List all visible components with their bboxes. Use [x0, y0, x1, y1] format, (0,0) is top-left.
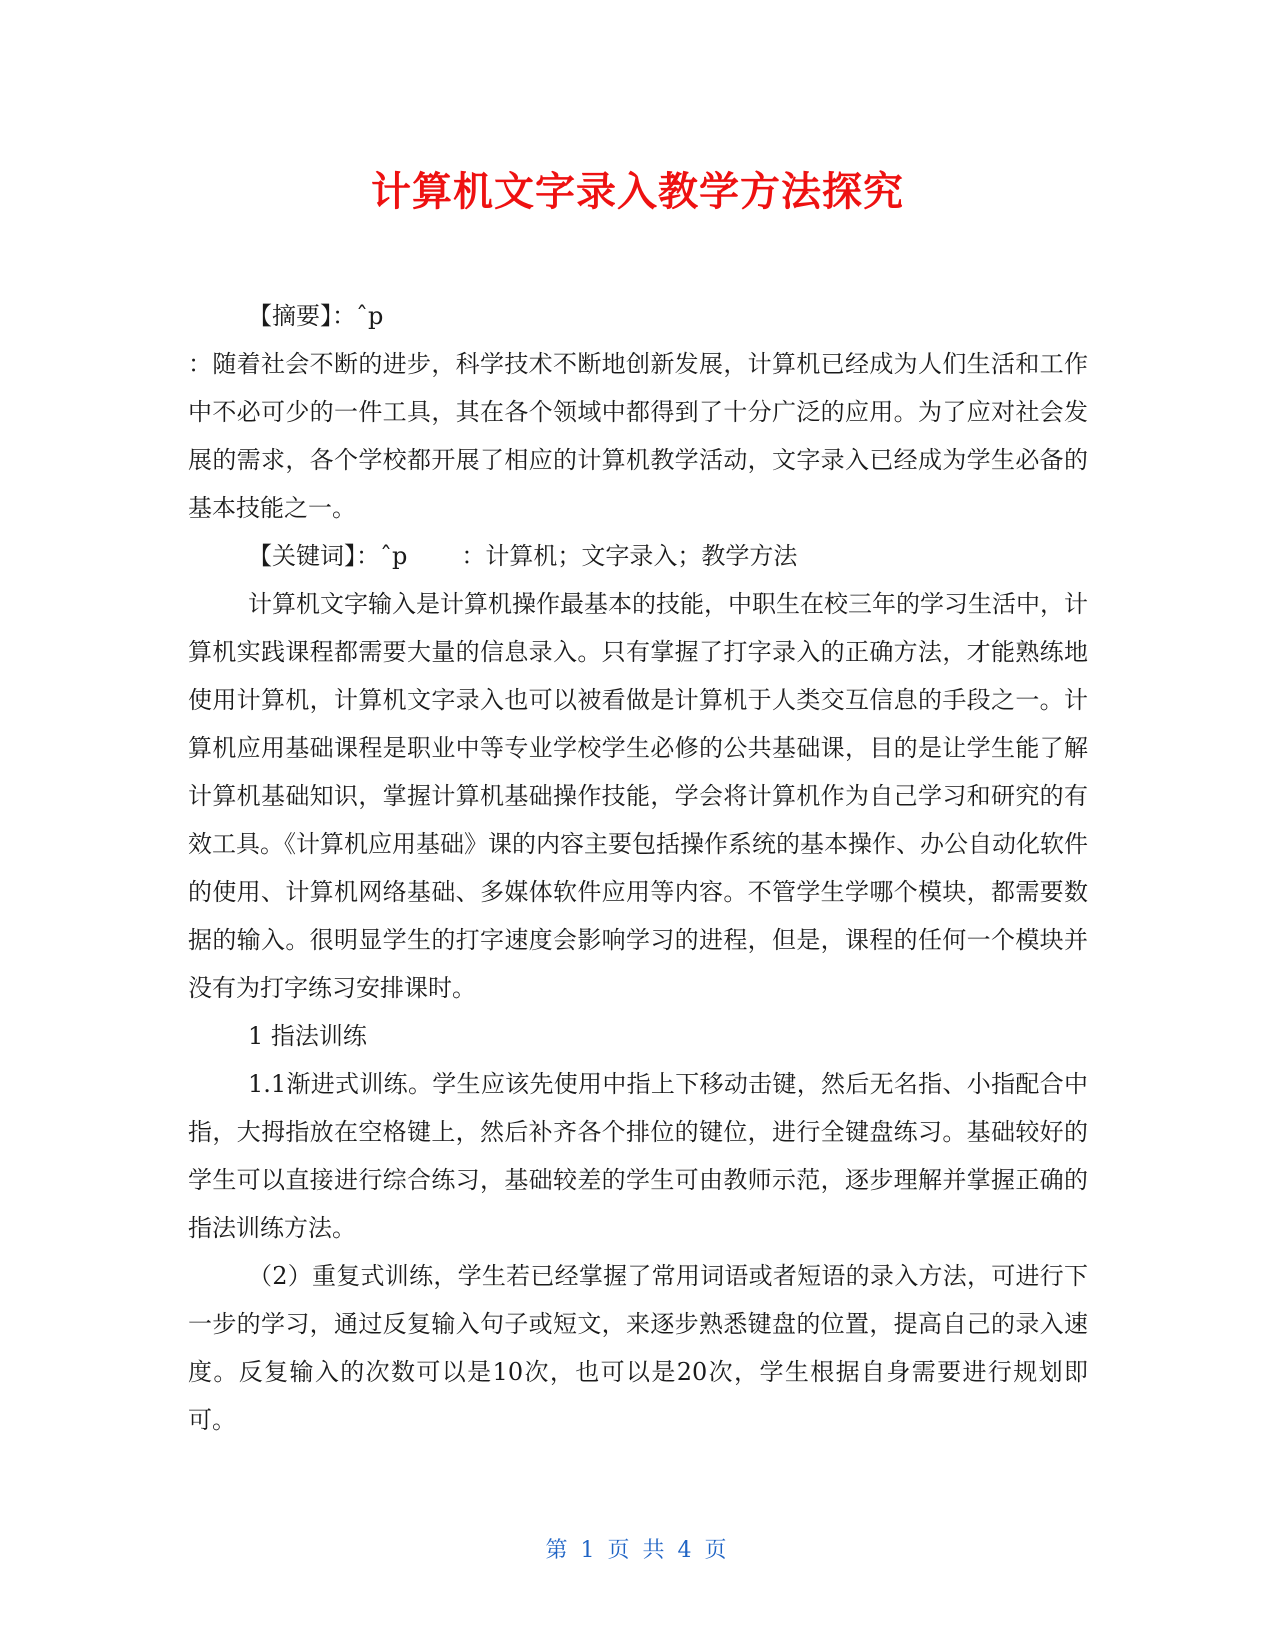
keywords-line: [188, 532, 1088, 580]
paragraph-2: （2）重复式训练，学生若已经掌握了常用词语或者短语的录入方法，可进行下一步的学习，通过反复输入句子或短文，来逐步熟悉键盘的位置，提高自己的录入速度。反复输入的次数可以是10次，也可以是20次，学生根据自身需要进行规划即可。: [188, 1262, 1088, 1434]
keywords-label: 【关键词】：ˆp: [248, 542, 408, 570]
paragraph-1-1: 1.1渐进式训练。学生应该先使用中指上下移动击键，然后无名指、小指配合中指，大拇指放在空格键上，然后补齐各个排位的键位，进行全键盘练习。基础较好的学生可以直接进行综合练习，基础较差的学生可由教师示范，逐步理解并掌握正确的指法训练方法。: [188, 1070, 1088, 1242]
abstract-label: 【摘要】：ˆp: [248, 302, 384, 330]
abstract-text: ：随着社会不断的进步，科学技术不断地创新发展，计算机已经成为人们生活和工作中不必可少的一件工具，其在各个领域中都得到了十分广泛的应用。为了应对社会发展的需求，各个学校都开展了相应的计算机教学活动，文字录入已经成为学生必备的基本技能之一。: [188, 350, 1088, 522]
keywords-text: ：计算机；文字录入；教学方法: [461, 542, 798, 570]
document-title: 计算机文字录入教学方法探究: [371, 169, 904, 215]
paragraph-intro: 计算机文字输入是计算机操作最基本的技能，中职生在校三年的学习生活中，计算机实践课程都需要大量的信息录入。只有掌握了打字录入的正确方法，才能熟练地使用计算机，计算机文字录入也可以被看做是计算机于人类交互信息的手段之一。计算机应用基础课程是职业中等专业学校学生必修的公共基础课，目的是让学生能了解计算机基础知识，掌握计算机基础操作技能，学会将计算机作为自己学习和研究的有效工具。《计算机应用基础》课的内容主要包括操作系统的基本操作、办公自动化软件的使用、计算机网络基础、多媒体软件应用等内容。不管学生学哪个模块，都需要数据的输入。很明显学生的打字速度会影响学习的进程，但是，课程的任何一个模块并没有为打字练习安排课时。: [188, 590, 1088, 1002]
section-heading: 1 指法训练: [248, 1022, 367, 1050]
page-number-footer: 第 1 页 共 4 页: [545, 1538, 730, 1563]
document-body: [188, 292, 1088, 1444]
